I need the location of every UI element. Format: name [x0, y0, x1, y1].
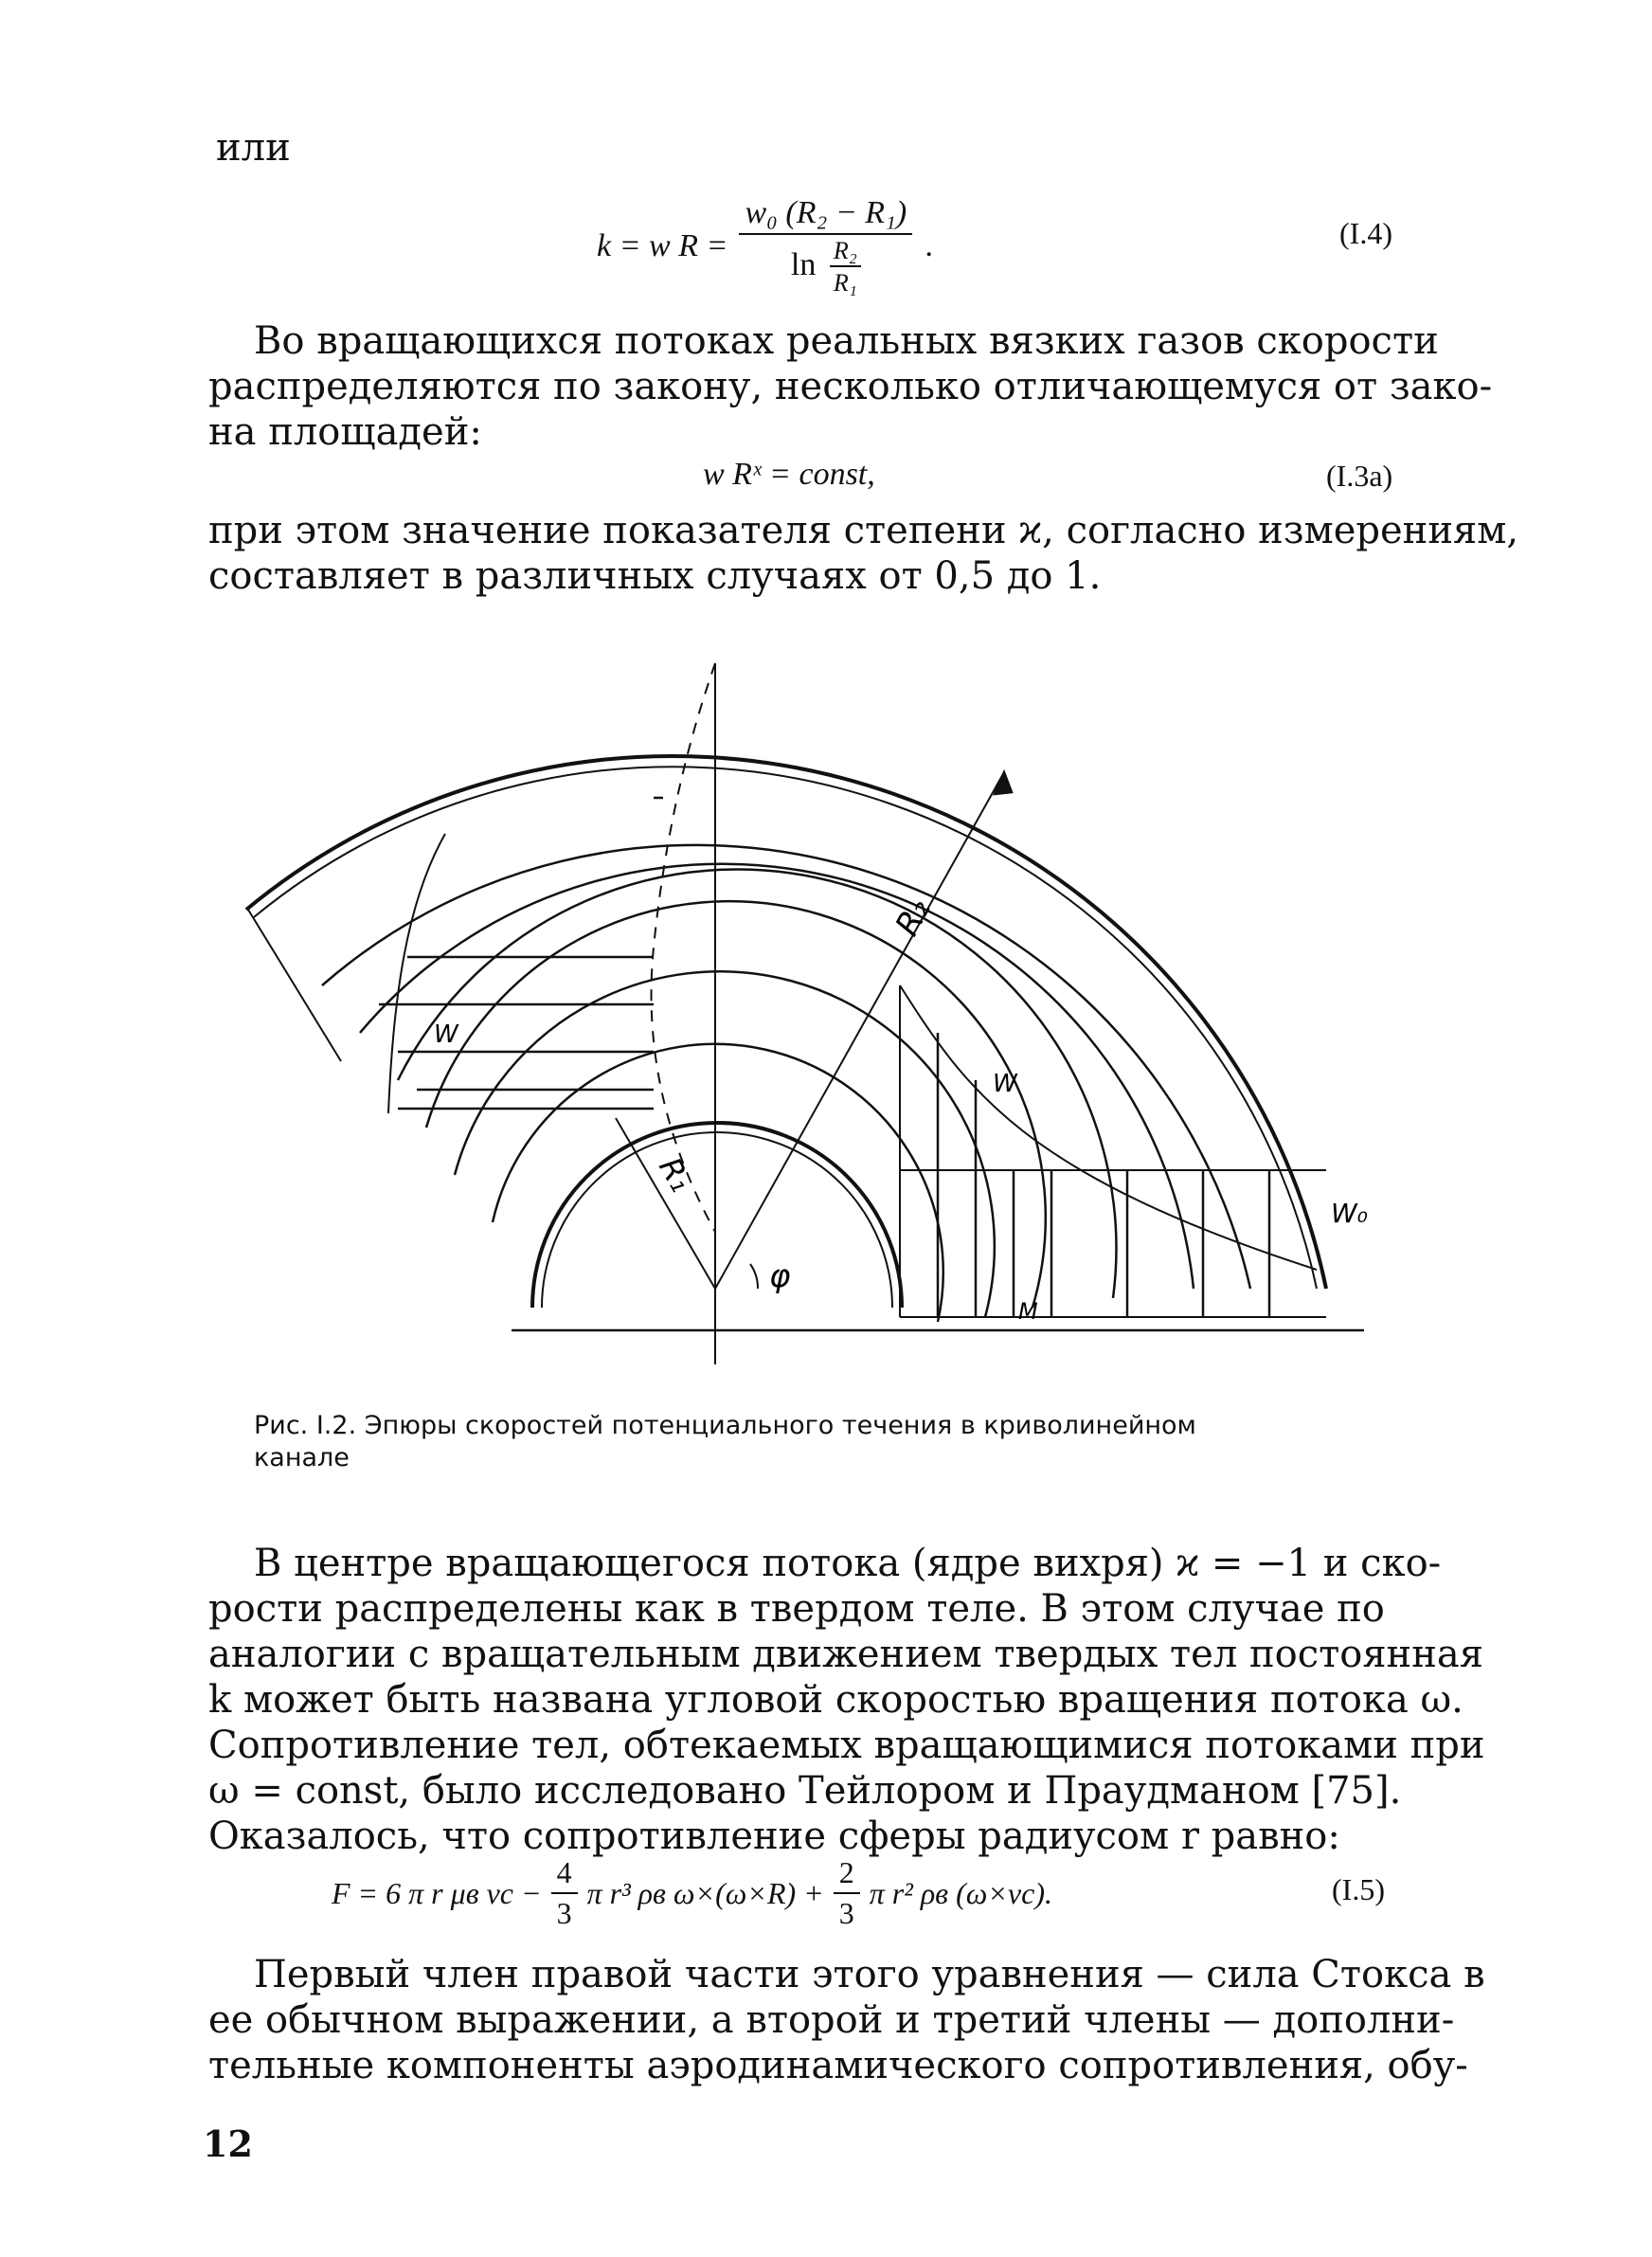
eq-1-5-frac2	[834, 1855, 860, 1931]
para2-line1: при этом значение показателя степени ϰ, согласно измерениям,	[208, 509, 1519, 552]
para3-line5: Сопротивление тел, обтекаемых вращающимися потоками при	[208, 1724, 1485, 1767]
label-r2: R₂	[888, 893, 939, 943]
equation-1-3a: w Rˣ = const,	[703, 457, 875, 492]
eq-1-5-frac1-den: 3	[556, 1896, 572, 1930]
stream-arc-2	[360, 864, 1194, 1289]
eq-1-5-part2: π r³ ρв ω×(ω×R) +	[586, 1875, 824, 1910]
paragraph-1	[208, 318, 1493, 455]
paragraph-2	[208, 508, 1519, 599]
eq-1-4-lhs: k = w R =	[597, 228, 728, 263]
paragraph-3	[208, 1541, 1485, 1859]
top-word: или	[216, 126, 291, 170]
para1-line3: на площадей:	[208, 410, 482, 454]
eq-1-4-ln: ln	[790, 246, 817, 282]
eq-1-4-numerator: w₀ (R₂ − R₁)	[739, 195, 912, 235]
para4-line1: Первый член правой части этого уравнения — сила Стокса в	[254, 1953, 1485, 1996]
para4-line3: тельные компоненты аэродинамического сопротивления, обу-	[208, 2044, 1468, 2087]
para3-line7: Оказалось, что сопротивление сферы радиусом r равно:	[208, 1815, 1340, 1858]
para3-line2: рости распределены как в твердом теле. В этом случае по	[208, 1587, 1385, 1631]
label-w-right: W	[993, 1070, 1017, 1098]
figure-caption	[254, 1410, 1196, 1474]
radius-r1-line	[616, 1118, 715, 1289]
eq-1-5-frac2-den: 3	[838, 1896, 854, 1930]
left-cut-edge	[248, 910, 341, 1061]
para3-line1: В центре вращающегося потока (ядре вихря) ϰ = −1 и ско-	[254, 1542, 1442, 1585]
eq-1-4-dot: .	[925, 228, 934, 263]
eq-1-5-part3: π r² ρв (ω×vc).	[869, 1875, 1052, 1910]
eq-1-4-number: (I.4)	[1339, 216, 1392, 250]
stream-arc-6	[493, 1044, 943, 1322]
equation-1-5	[332, 1846, 1052, 1941]
page-number: 12	[203, 2122, 253, 2165]
eq-1-5-number: (I.5)	[1332, 1872, 1385, 1906]
inner-wall-arc	[532, 1123, 902, 1308]
phi-arc	[750, 1264, 758, 1289]
outer-wall-arc	[246, 756, 1326, 1289]
label-w-left: W	[434, 1020, 458, 1049]
inner-wall-inner-arc	[542, 1132, 892, 1308]
eq-1-4-inner-den: R₁	[833, 269, 857, 297]
eq-1-4-inner-fraction	[830, 237, 861, 298]
eq-1-3a-number: (I.3a)	[1326, 459, 1393, 493]
para3-line6: ω = const, было исследовано Тейлором и Праудманом [75].	[208, 1769, 1402, 1813]
eq-1-5-frac2-num: 2	[834, 1855, 860, 1894]
caption-line2: канале	[254, 1443, 350, 1472]
left-profile-curve	[388, 834, 445, 1113]
caption-line1: Рис. I.2. Эпюры скоростей потенциального течения в криволинейном	[254, 1411, 1196, 1440]
label-phi: φ	[769, 1257, 791, 1295]
label-m: M	[1018, 1298, 1038, 1325]
eq-1-4-fraction	[739, 195, 912, 298]
dashed-section-curve	[652, 663, 715, 1232]
para3-line4: k может быть названа угловой скоростью вращения потока ω.	[208, 1678, 1463, 1722]
eq-1-5-frac1	[551, 1855, 578, 1931]
eq-1-4-inner-num: R₂	[830, 237, 861, 267]
para1-line1: Во вращающихся потоках реальных вязких газов скорости	[254, 319, 1439, 363]
para1-line2: распределяются по закону, несколько отличающемуся от зако-	[208, 365, 1493, 408]
para4-line2: ее обычном выражении, а второй и третий члены — дополни-	[208, 1998, 1455, 2042]
equation-1-4	[597, 190, 934, 303]
paragraph-4	[208, 1952, 1485, 2088]
eq-1-5-frac1-num: 4	[551, 1855, 578, 1894]
label-r1: R₁	[652, 1151, 700, 1199]
figure-velocity-diagram	[218, 654, 1383, 1374]
stream-arc-4	[426, 901, 1046, 1308]
eq-1-4-denominator	[739, 235, 912, 298]
right-profile-curve	[900, 985, 1317, 1270]
eq-1-5-part1: F = 6 π r μв vc −	[332, 1875, 542, 1910]
label-w0: W₀	[1331, 1198, 1368, 1229]
para3-line3: аналогии с вращательным движением твердых тел постоянная	[208, 1633, 1483, 1676]
para2-line2: составляет в различных случаях от 0,5 до 1.	[208, 554, 1102, 598]
